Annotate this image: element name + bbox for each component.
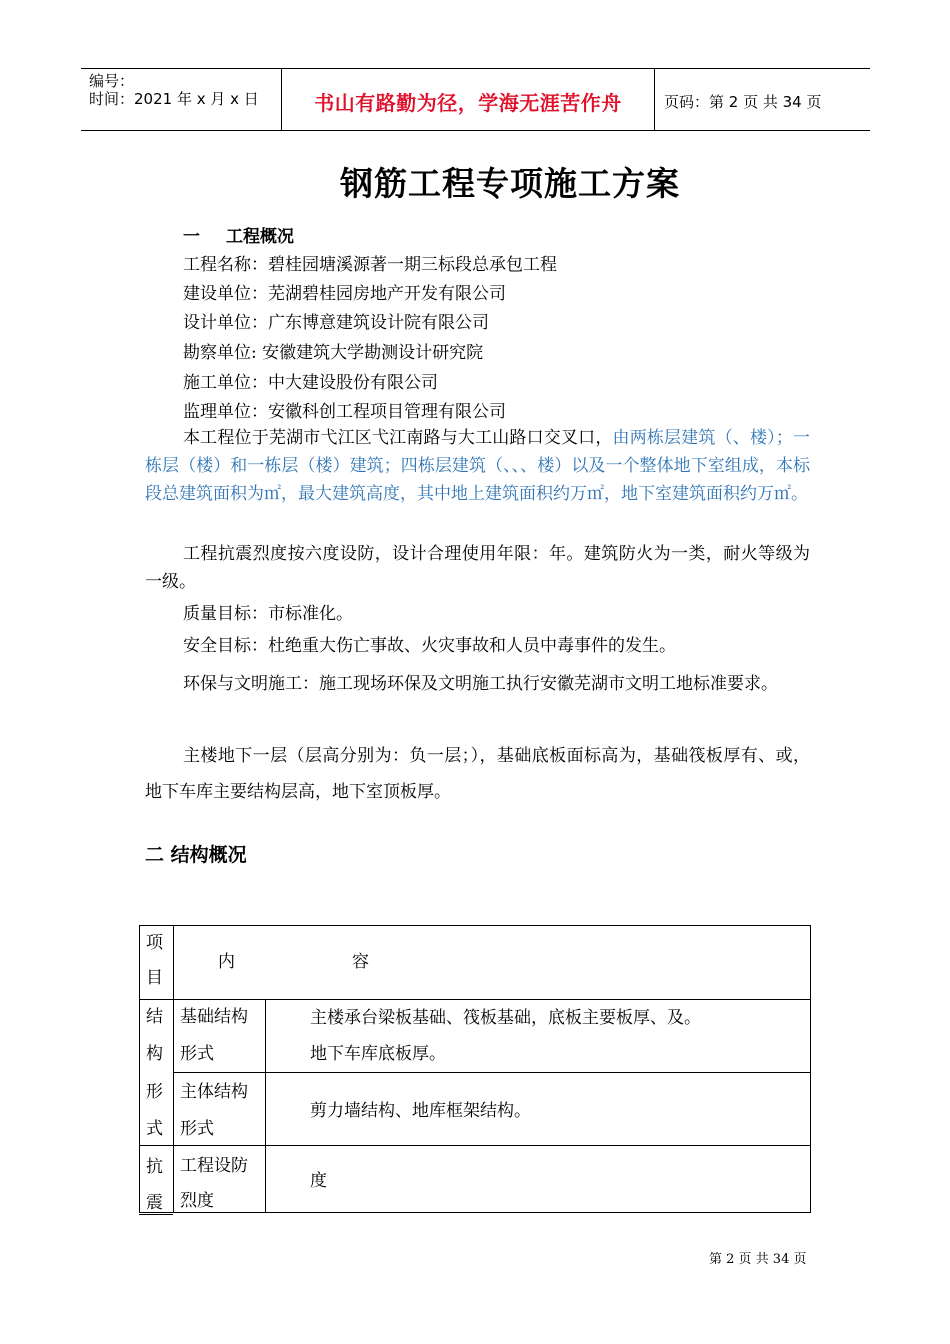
- table-group-char: 结: [146, 1007, 163, 1027]
- table-row-label: 基础结构: [180, 1007, 248, 1027]
- contractor-line: 施工单位：中大建设股份有限公司: [183, 373, 438, 393]
- table-header-content: 内: [218, 952, 235, 972]
- table-border: [173, 1072, 811, 1073]
- table-border: [139, 925, 140, 1213]
- table-border: [810, 925, 811, 1213]
- table-border: [173, 925, 174, 1213]
- table-header-item-char: 项: [146, 933, 163, 953]
- header-divider: [654, 69, 655, 130]
- header-page-number: 页码：第 2 页 共 34 页: [664, 93, 822, 111]
- table-border: [139, 1212, 811, 1213]
- table-row-label: 工程设防: [180, 1156, 248, 1176]
- table-row-content: 地下车库底板厚。: [310, 1044, 446, 1064]
- section-heading-overview: [183, 222, 294, 247]
- project-name-line: 工程名称：碧桂园塘溪源著一期三标段总承包工程: [183, 255, 557, 275]
- section-title: 工程概况: [226, 227, 294, 247]
- table-row-label: 烈度: [180, 1191, 214, 1211]
- table-group-char: 形: [146, 1082, 163, 1102]
- table-header-content: 容: [352, 952, 369, 972]
- document-title: 钢筋工程专项施工方案: [340, 164, 680, 203]
- table-group-char: 抗: [146, 1157, 163, 1177]
- designer-line: 设计单位：广东博意建筑设计院有限公司: [183, 313, 489, 333]
- table-row-content: 主楼承台梁板基础、筏板基础，底板主要板厚、及。: [310, 1008, 701, 1028]
- safety-target: 安全目标：杜绝重大伤亡事故、火灾事故和人员中毒事件的发生。: [183, 636, 676, 656]
- table-border: [265, 999, 266, 1213]
- table-row-content: 度: [310, 1171, 327, 1191]
- table-row-content: 剪力墙结构、地库框架结构。: [310, 1101, 531, 1121]
- building-description-text: 由两栋层建筑（、楼）；一栋层（楼）和一栋层（楼）建筑；四栋层建筑（、、、楼）以及一个整体地下室组成，本标段总建筑面积为㎡，最大建筑高度，其中地上建筑面积约万㎡，地下室建筑面积约万㎡。: [145, 428, 811, 504]
- table-border: [139, 925, 811, 926]
- table-group-char: 式: [146, 1119, 163, 1139]
- table-header-item-char: 目: [146, 968, 163, 988]
- quality-target: 质量目标：市标准化。: [183, 604, 353, 624]
- doc-number-label: 编号：: [89, 72, 135, 90]
- survey-line: 勘察单位: 安徽建筑大学勘测设计研究院: [183, 343, 484, 363]
- table-row-label: 形式: [180, 1119, 214, 1139]
- section-number: 一: [183, 227, 200, 247]
- table-border: [139, 999, 811, 1000]
- location-text: 本工程位于芜湖市弋江区弋江南路与大工山路口交叉口，: [183, 428, 613, 448]
- table-border: [139, 1145, 811, 1146]
- page-header: [81, 68, 870, 131]
- basement-paragraph: 主楼地下一层（层高分别为：负一层；），基础底板面标高为，基础筏板厚有、或，地下车库主要结构层高，地下室顶板厚。: [145, 746, 810, 802]
- header-motto: 书山有路勤为径，学海无涯苦作舟: [314, 91, 622, 115]
- seismic-paragraph: 工程抗震烈度按六度设防，设计合理使用年限：年。建筑防火为一类，耐火等级为一级。: [145, 544, 810, 592]
- header-meta: [89, 72, 259, 108]
- table-group-char: 震: [146, 1193, 163, 1213]
- supervisor-line: 监理单位：安徽科创工程项目管理有限公司: [183, 402, 506, 422]
- developer-line: 建设单位：芜湖碧桂园房地产开发有限公司: [183, 284, 506, 304]
- table-row-label: 形式: [180, 1044, 214, 1064]
- table-row-label: 主体结构: [180, 1082, 248, 1102]
- page-footer: 第 2 页 共 34 页: [709, 1252, 807, 1267]
- doc-time-label: 时间：2021 年 x 月 x 日: [89, 90, 259, 108]
- section-heading-structure: 二 结构概况: [145, 844, 247, 866]
- environment-paragraph: 环保与文明施工：施工现场环保及文明施工执行安徽芜湖市文明工地标准要求。: [183, 674, 778, 694]
- table-border: [139, 1214, 173, 1215]
- location-paragraph: [145, 424, 810, 508]
- table-group-char: 构: [146, 1044, 163, 1064]
